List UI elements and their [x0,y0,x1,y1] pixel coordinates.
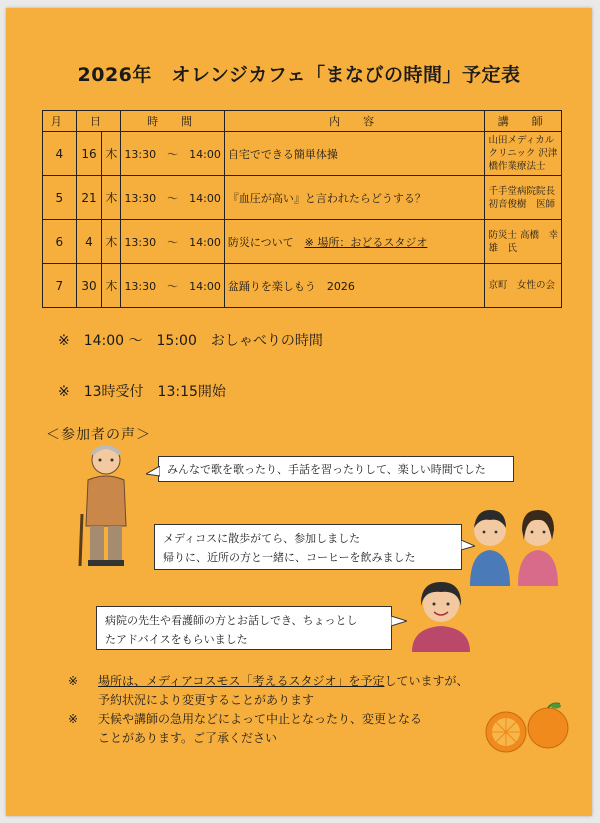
header-month: 月 [43,111,77,132]
cell-weekday: 木 [102,176,121,220]
table-row [43,220,562,264]
bubble-tail-1 [146,466,160,478]
voice-bubble-3 [96,606,392,650]
cell-weekday: 木 [102,264,121,308]
reception-note: ※ 13時受付 13:15開始 [58,384,226,400]
cell-weekday: 木 [102,132,121,176]
location-rest: していますが、 [384,674,469,688]
table-row [43,176,562,220]
voice-text-4: 病院の先生や看護師の方とお話しでき、ちょっとし [105,614,358,627]
flyer-page [6,8,592,816]
cell-lecturer: 防災士 高橋 幸雄 氏 [485,220,562,264]
cell-month: 7 [43,264,77,308]
voice-text-2: メディコスに散歩がてら、参加しました [163,532,361,545]
header-content: 内 容 [224,111,485,132]
location-underlined: 場所は、メディアコスモス「考えるスタジオ」を予定 [98,674,385,688]
elderly-man-icon [70,440,142,570]
bottom-note-2-line1: 天候や講師の急用などによって中止となったり、変更となる [98,712,423,726]
orange-fruit-icon [476,698,576,754]
chat-time-note: ※ 14:00 ～ 15:00 おしゃべりの時間 [58,333,323,349]
two-women-icon [464,500,564,586]
schedule-table [42,110,562,308]
cell-content [224,264,485,308]
cell-day: 16 [76,132,102,176]
voices-heading: ＜参加者の声＞ [46,427,151,443]
note-mark: ※ [68,712,79,726]
cell-lecturer: 京町 女性の会 [485,264,562,308]
cell-content [224,176,485,220]
bubble-tail-3 [391,616,407,628]
cell-month: 5 [43,176,77,220]
cell-content [224,132,485,176]
header-lecturer: 講 師 [485,111,562,132]
cell-month: 4 [43,132,77,176]
cell-day: 4 [76,220,102,264]
header-time: 時 間 [121,111,224,132]
woman-smiling-icon [406,576,476,652]
cell-day: 30 [76,264,102,308]
bottom-note-2 [68,710,468,729]
cell-time: 13:30 ～ 14:00 [121,132,224,176]
bottom-note-2-line2: ことがあります。ご了承ください [98,731,278,745]
table-header-row [43,111,562,132]
cell-lecturer: 山田メディカルクリニック 沢津橋作業療法士 [485,132,562,176]
bottom-note-1 [68,672,468,691]
bottom-note-1-line2: 予約状況により変更することがあります [98,693,315,707]
table-row [43,264,562,308]
voice-bubble-1 [158,456,514,482]
cell-weekday: 木 [102,220,121,264]
cell-content [224,220,485,264]
cell-day: 21 [76,176,102,220]
bottom-notes [68,672,468,748]
content-text: 盆踊りを楽しもう 2026 [227,279,355,293]
voice-text-5: たアドバイスをもらいました [105,633,248,646]
cell-time: 13:30 ～ 14:00 [121,176,224,220]
location-note: ※ 場所：おどるスタジオ [304,235,428,249]
cell-time: 13:30 ～ 14:00 [121,264,224,308]
cell-lecturer: 千手堂病院院長 初音俊樹 医師 [485,176,562,220]
table-row [43,132,562,176]
voice-text-1: みんなで歌を歌ったり、手話を習ったりして、楽しい時間でした [167,463,486,476]
voice-bubble-2 [154,524,462,570]
cell-month: 6 [43,220,77,264]
note-mark: ※ [68,674,79,688]
header-day: 日 [76,111,121,132]
page-title: 2026年 オレンジカフェ「まなびの時間」予定表 [77,64,521,86]
content-text: 自宅でできる簡単体操 [227,147,338,161]
content-text: 防災について [227,235,294,249]
content-text: 『血圧が高い』と言われたらどうする？ [227,191,426,205]
cell-time: 13:30 ～ 14:00 [121,220,224,264]
voice-text-3: 帰りに、近所の方と一緒に、コーヒーを飲みました [163,551,416,564]
